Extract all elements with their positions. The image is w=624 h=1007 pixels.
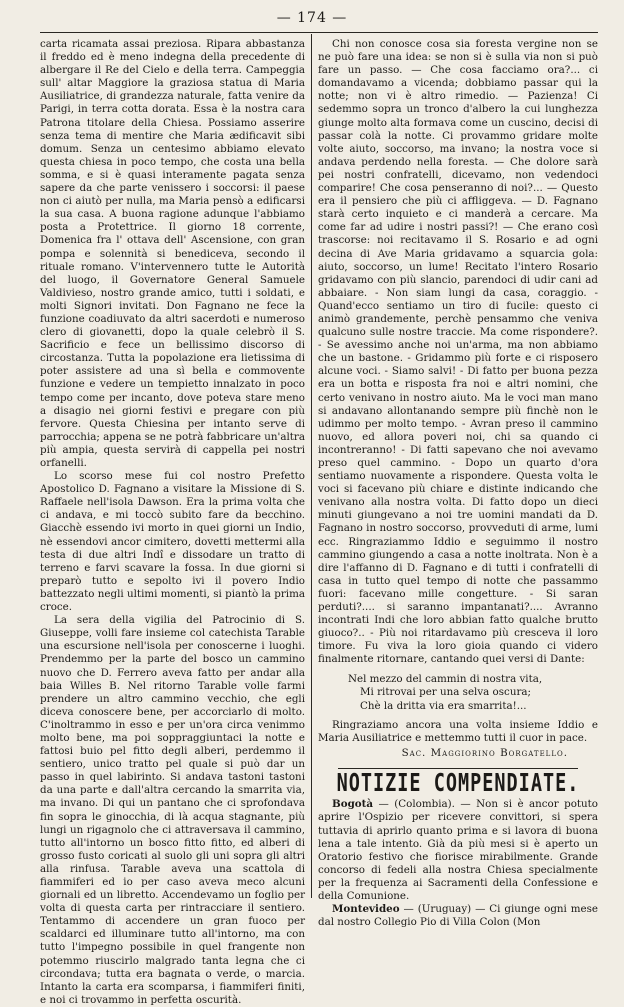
paragraph: Lo scorso mese fui col nostro Prefetto Apostolico D. Fagnano a visitare la Missione di S. Raffaele nell'isola Dawson. Era la prima volta che ci andava, e mi toccò subito fare da becchino. Giacchè essendo ivi morto in quei giorni un Indio, nè essendovi ancor cimitero, dovetti mettermi alla testa di due altri Indî e dissodare un tratto di terreno e farvi scavare la fossa. In due giorni si preparò tutto e sepolto ivi il povero Indio battezzato negli ultimi momenti, si piantò la prima croce. (40, 470, 305, 614)
closing-paragraph: Ringraziamo ancora una volta insieme Iddio e Maria Ausiliatrice e mettemmo tutti il cuor in pace. (318, 719, 598, 745)
poem-line: Nel mezzo del cammin di nostra vita, (348, 672, 543, 685)
paragraph: carta ricamata assai preziosa. Ripara abbastanza il freddo ed è meno indegna della precedente di albergare il Re del Cielo e della terra. Campeggia sull' altar Maggiore la graziosa statua di Maria Ausiliatrice, di grandezza naturale, fatta venire da Parigi, in terra cotta dorata. Essa è la nostra cara Patrona titolare della Chiesa. Possiamo asserire senza tema di mentire che Maria ædificavit sibi domum. Senza un centesimo abbiamo elevato questa chiesa in poco tempo, che costa una bella somma, e si è quasi interamente pagata senza sapere da che parte venissero i soccorsi: il paese non ci aiutò per nulla, ma Maria pensò a edificarsi la sua casa. A buona ragione adunque l'abbiamo posta a Protettrice. Il giorno 18 corrente, Domenica fra l' ottava dell' Ascensione, con gran pompa e solennità si benediceva, secondo il rituale romano. V'intervennero tutte le Autorità del luogo, il Governatore General Samuele Valdivieso, nostro grande amico, tutti i soldati, e molti Signori invitati. Don Fagnano ne fece la funzione coadiuvato da altri sacerdoti e numeroso clero di giovanetti, dopo la quale celebrò il S. Sacrificio e fece un bellissimo discorso di circostanza. Tutta la popolazione era lietissima di poter assistere ad una sì bella e commovente funzione e vedere un tempietto innalzato in poco tempo come per incanto, dove poteva stare meno a disagio nei giorni festivi e pregare con più fervore. Questa Chiesina per intanto serve di parrocchia; appena se ne potrà fabbricare un'altra più ampia, questa servirà di cappella pei nostri orfanelli. (40, 38, 305, 469)
news-place: Montevideo (332, 903, 400, 916)
poem-quote (348, 673, 598, 714)
header-rule (40, 32, 598, 33)
column-divider (311, 34, 312, 898)
right-column (318, 38, 598, 929)
poem-line: Mi ritrovai per una selva oscura; (360, 686, 531, 698)
paragraph: La sera della vigilia del Patrocinio di S. Giuseppe, volli fare insieme col catechista Tarable una escursione nell'isola per conoscerne i luoghi. Prendemmo per la parte del bosco un cammino nuovo che D. Ferrero aveva fatto per andar alla baia Willes B. Nel ritorno Tarable volle farmi prendere un altro cammino vecchio, che egli diceva conoscere bene, per accorciarlo di molto. C'inoltrammo in esso e per un'ora circa venimmo molto bene, ma poi soppraggiuntaci la notte e fattosi buio pel fitto degli alberi, perdemmo il sentiero, unico tratto pel quale si può dar un passo in quel labirinto. Si andava tastoni tastoni da una parte e dall'altra cercando la smarrita via, ma invano. Di qui un pantano che ci sprofondava fin sopra le ginocchia, di là acqua stagnante, più lungi un rigagnolo che ci attraversava il cammino, tutto all'intorno un bosco fitto fitto, ed alberi di grosso fusto coricati al suolo gli uni sopra gli altri alla rinfusa. Tarable aveva una scattola di fiammiferi ed io per caso aveva meco alcuni giornali ed un libretto. Accendevamo un foglio per volta di questa carta per rintracciare il sentiero. Tentammo di accendere un gran fuoco per scaldarci ed illuminare tutto all'intorno, ma con tutto l'impegno possibile in quel frangente non potemmo riuscirlo malgrado tanta legna che ci circondava; tutta era bagnata o verde, o marcia. Intanto la carta era scomparsa, i fiammiferi finiti, e noi ci trovammo in perfetta oscurità. (40, 614, 305, 1006)
left-column (40, 38, 305, 1007)
news-item (318, 798, 598, 903)
page-number: — 174 — (276, 10, 348, 26)
news-text: — (Uruguay) — Ci giunge ogni mese dal nostro Collegio Pio di Villa Colon (Mon (318, 903, 598, 929)
paragraph: Chi non conosce cosa sia foresta vergine non se ne può fare una idea: se non si è sulla via non si può fare un passo. — Che cosa facciamo ora?... ci domandavamo a vicenda; dobbiamo passar qui la notte; non vi è altro rimedio. — Pazienza! Ci sedemmo sopra un tronco d'albero la cui lunghezza giunge molto alta formava come un cuscino, decisi di passar colà la notte. Ci provammo gridare molte volte aiuto, soccorso, ma invano; la nostra voce si andava perdendo nella foresta. — Che dolore sarà pei nostri confratelli, dicevamo, non vedendoci comparire! Che cosa penseranno di noi?... — Questo era il pensiero che più ci affliggeva. — D. Fagnano starà certo inquieto e ci manderà a cercare. Ma come far ad udire i nostri passi?! — Che erano così trascorse: noi recitavamo il S. Rosario e ad ogni decina di Ave Maria gridavamo a squarcia gola: aiuto, soccorso, un lume! Recitato l'intero Rosario gridavamo con più slancio, parendoci di udir cani ad abbaiare. - Non siam lungi da casa, coraggio. - Quand'ecco sentiamo un tiro di fucile: questo ci animò grandemente, perchè pensammo che veniva qualcuno sulle nostre traccie. Ma come rispondere?. - Se avessimo anche noi un'arma, ma non abbiamo che un bastone. - Gridammo più forte e ci risposero alcune voci. - Siamo salvi! - Di fatto per buona pezza era un botta e risposta fra noi e altri nomini, che certo venivano in nostro aiuto. Ma le voci man mano si andavano allontanando sempre più finchè non le udimmo per molto tempo. - Avran preso il cammino nuovo, ed allora poveri noi, chi sa quando ci incontreranno! - Di fatti sapevano che noi avevamo preso quel cammino. - Dopo un quarto d'ora sentiamo nuovamente a rispondere. Questa volta le voci si facevano più chiare e distinte indicando che venivano alla nostra volta. Di fatto dopo un dieci minuti giungevano a noi tre uomini mandati da D. Fagnano in nostro soccorso, provveduti di arme, lumi ecc. Ringraziammo Iddio e seguimmo il nostro cammino giungendo a casa a notte inoltrata. Non è a dire l'affanno di D. Fagnano e di tutti i confratelli di casa in tutto quel tempo di notte che passammo fuori: facevano mille congetture. - Si saran perduti?.... si saranno impantanati?.... Avranno incontrati Indi che loro abbian fatto qualche brutto giuoco?.. - Più noi ritardavamo più cresceva il loro timore. Fu viva la loro gioia quando ci videro finalmente ritornare, cantando quei versi di Dante: (318, 38, 598, 666)
section-title: NOTIZIE COMPENDIATE. (336, 769, 580, 798)
news-place: Bogotà (332, 798, 374, 811)
news-text: — (Colombia). — Non si è ancor potuto aprire l'Ospizio per ricevere convittori, si spera tuttavia di aprirlo quanto prima e si lavora di buona lena a tale intento. Già da più mesi si è aperto un Oratorio festivo che fiorisce mirabilmente. Grande concorso di fedeli alla nostra Chiesa specialmente per la frequenza ai Sacramenti della Confessione e della Comunione. (318, 798, 598, 903)
news-item (318, 903, 598, 929)
signature: Sac. Maggiorino Borgatello. (401, 747, 568, 760)
poem-line: Chè la dritta via era smarrita!... (360, 699, 527, 712)
